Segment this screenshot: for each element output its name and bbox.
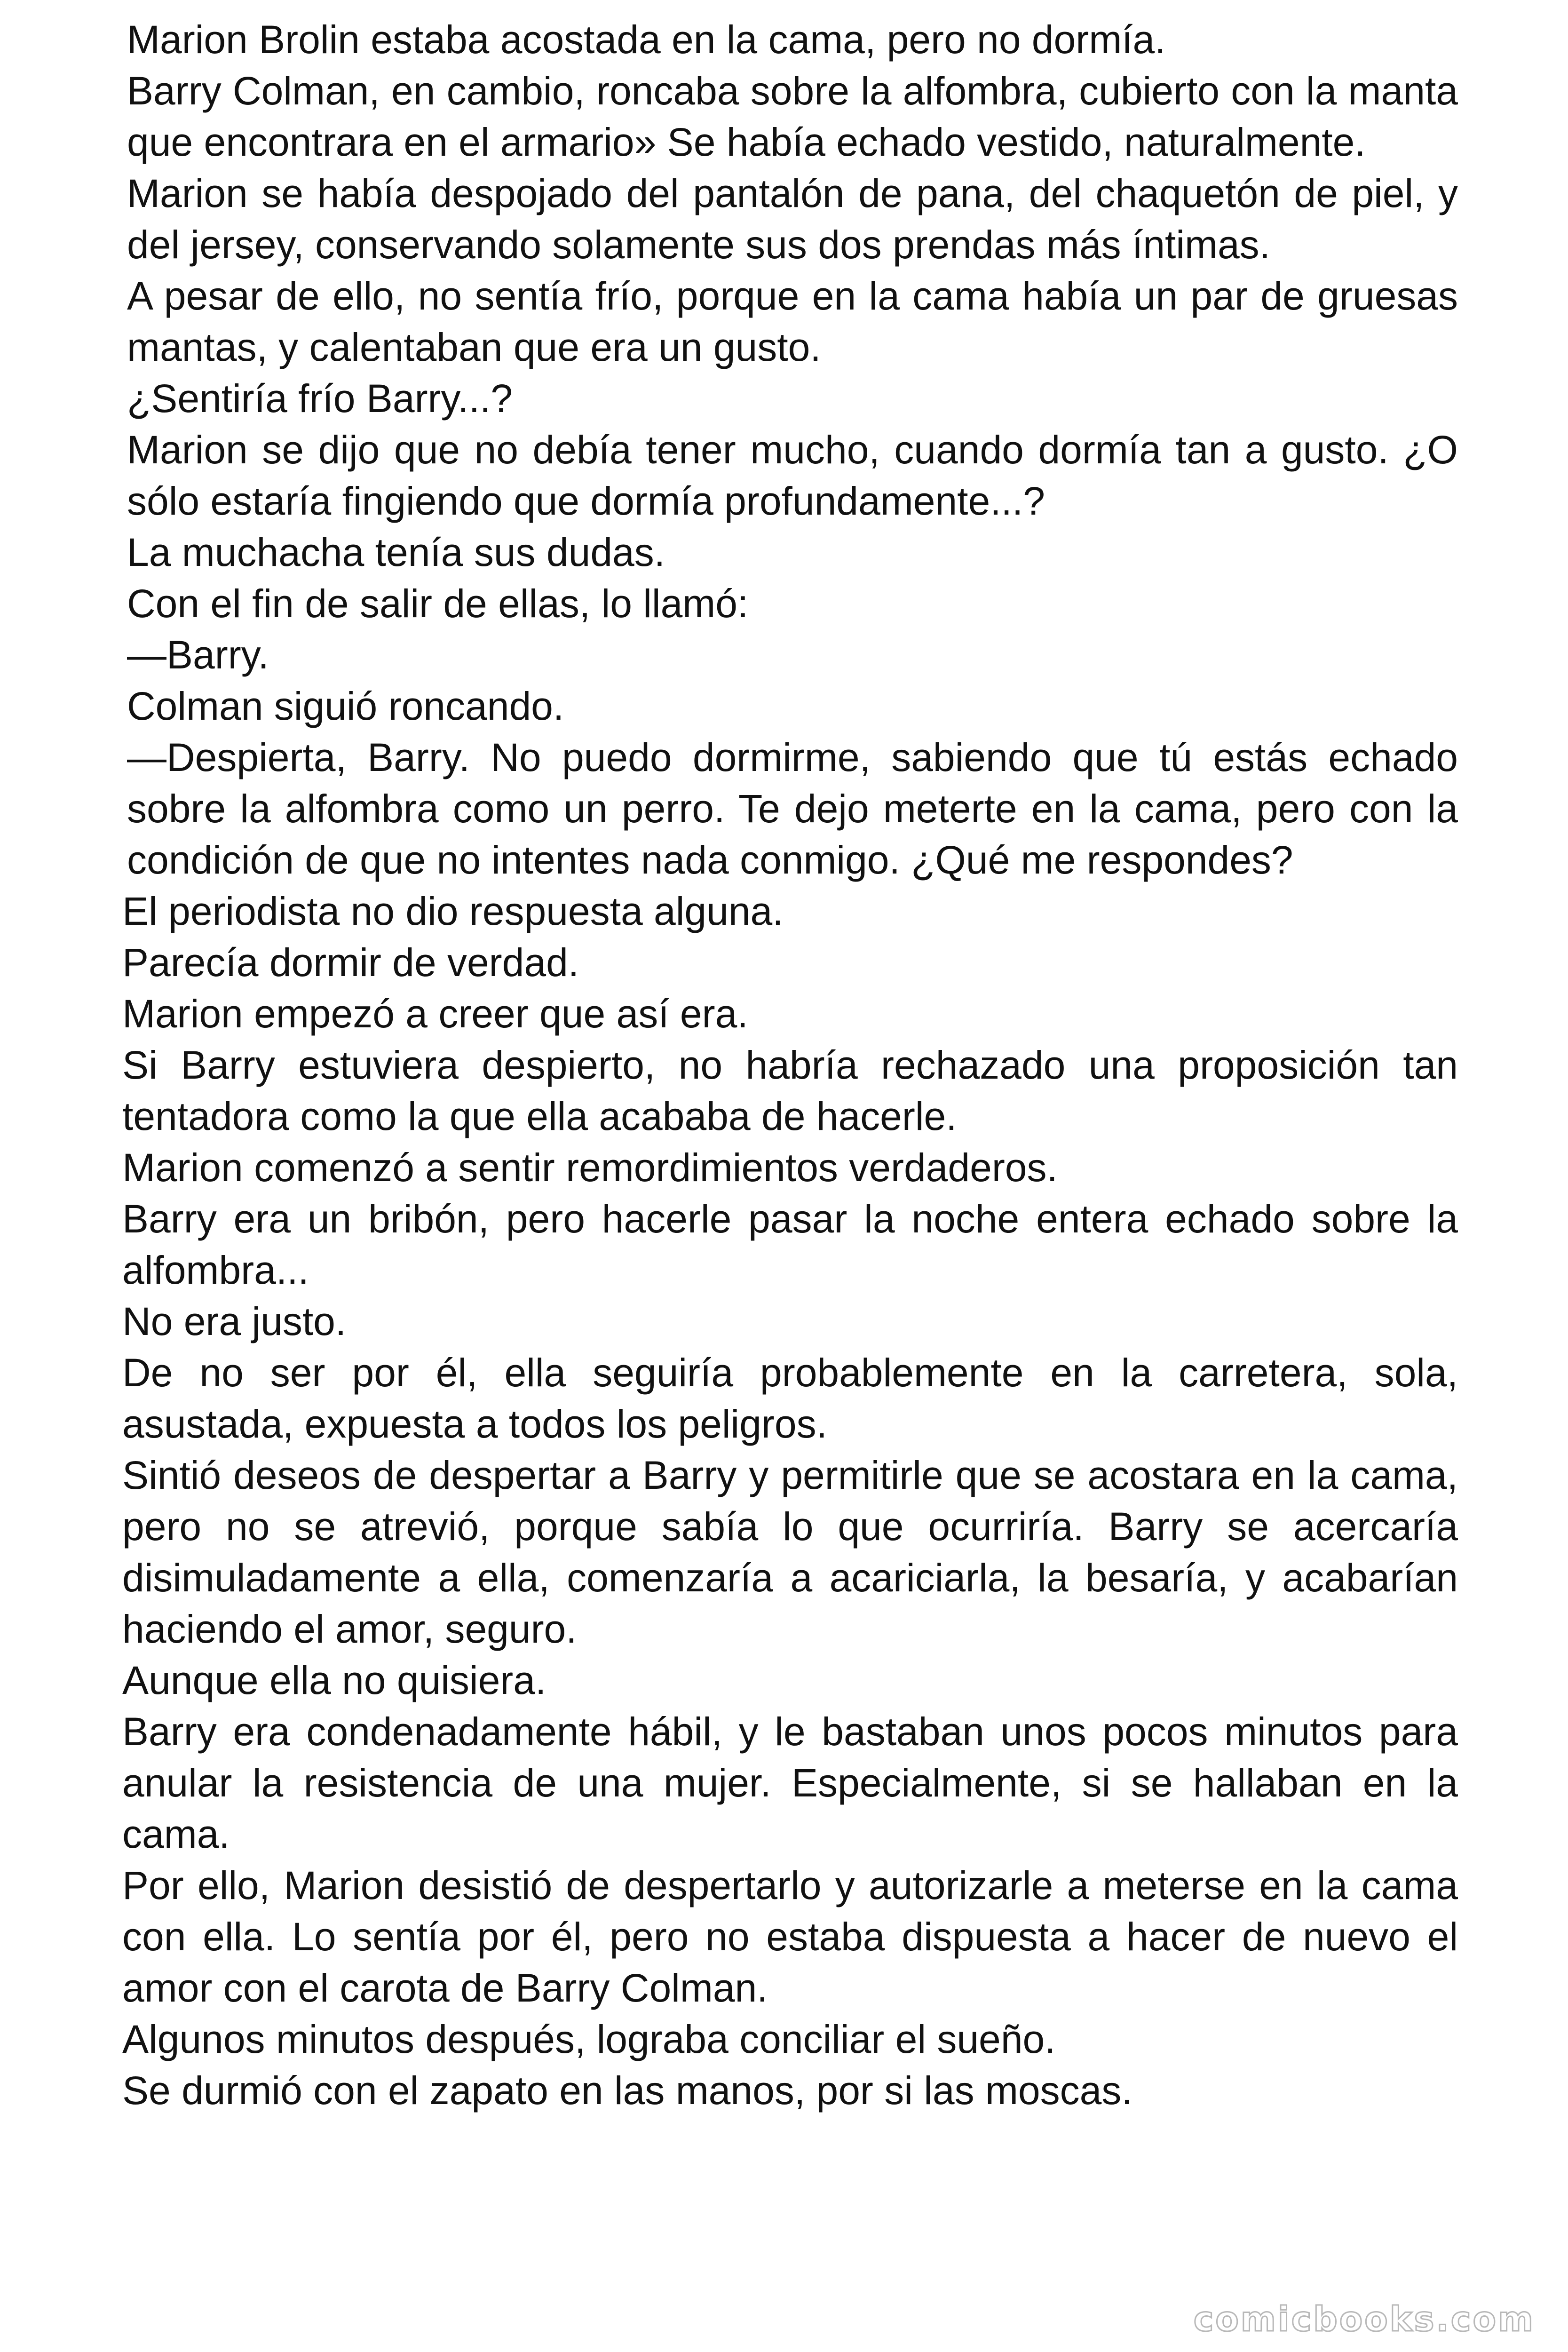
paragraph: Marion comenzó a sentir remordimientos verdaderos. (122, 1145, 1058, 1190)
paragraph: Barry era un bribón, pero hacerle pasar la noche entera echado sobre la alfombra... (122, 1197, 1458, 1292)
paragraph: —Despierta, Barry. No puedo dormirme, sabiendo que tú estás echado sobre la alfombra como un perro. Te dejo meterte en la cama, pero con la condición de que no intentes nada conmigo. ¿Qué me respondes? (127, 735, 1458, 882)
paragraph: El periodista no dio respuesta alguna. (122, 889, 784, 933)
paragraph: De no ser por él, ella seguiría probablemente en la carretera, sola, asustada, expuesta a todos los peligros. (122, 1351, 1458, 1446)
paragraph: Aunque ella no quisiera. (122, 1658, 546, 1702)
paragraph: A pesar de ello, no sentía frío, porque en la cama había un par de gruesas mantas, y calentaban que era un gusto. (127, 274, 1458, 369)
watermark: comicbooks.com (1193, 2299, 1535, 2339)
paragraph: —Barry. (127, 633, 269, 677)
paragraph: No era justo. (122, 1299, 347, 1343)
paragraph: Barry era condenadamente hábil, y le bastaban unos pocos minutos para anular la resistencia de una mujer. Especialmente, si se hallaban en la cama. (122, 1709, 1458, 1856)
paragraph: Colman siguió roncando. (127, 684, 564, 728)
paragraph: Algunos minutos después, lograba conciliar el sueño. (122, 2017, 1056, 2061)
paragraph: La muchacha tenía sus dudas. (127, 530, 665, 574)
paragraph: Marion se dijo que no debía tener mucho, cuando dormía tan a gusto. ¿O sólo estaría fingiendo que dormía profundamente...? (127, 428, 1458, 523)
paragraph: ¿Sentiría frío Barry...? (127, 376, 513, 421)
paragraph: Marion empezó a creer que así era. (122, 992, 748, 1036)
paragraph: Marion se había despojado del pantalón de pana, del chaquetón de piel, y del jersey, conservando solamente sus dos prendas más íntimas. (127, 171, 1458, 267)
paragraph: Parecía dormir de verdad. (122, 940, 579, 985)
paragraph: Por ello, Marion desistió de despertarlo y autorizarle a meterse en la cama con ella. Lo sentía por él, pero no estaba dispuesta a hacer de nuevo el amor con el carota de Barry Colman. (122, 1863, 1458, 2010)
paragraph: Se durmió con el zapato en las manos, por si las moscas. (122, 2068, 1132, 2113)
paragraph: Sintió deseos de despertar a Barry y permitirle que se acostara en la cama, pero no se atrevió, porque sabía lo que ocurriría. Barry se acercaría disimuladamente a ella, comenzaría a acariciarla, la besaría, y acabarían haciendo el amor, seguro. (122, 1453, 1458, 1651)
body-text (122, 14, 1458, 2116)
paragraph: Con el fin de salir de ellas, lo llamó: (127, 581, 749, 626)
paragraph: Barry Colman, en cambio, roncaba sobre la alfombra, cubierto con la manta que encontrara en el armario» Se había echado vestido, naturalmente. (127, 69, 1458, 164)
paragraph: Marion Brolin estaba acostada en la cama, pero no dormía. (127, 17, 1166, 62)
paragraph: Si Barry estuviera despierto, no habría rechazado una proposición tan tentadora como la que ella acababa de hacerle. (122, 1043, 1458, 1138)
